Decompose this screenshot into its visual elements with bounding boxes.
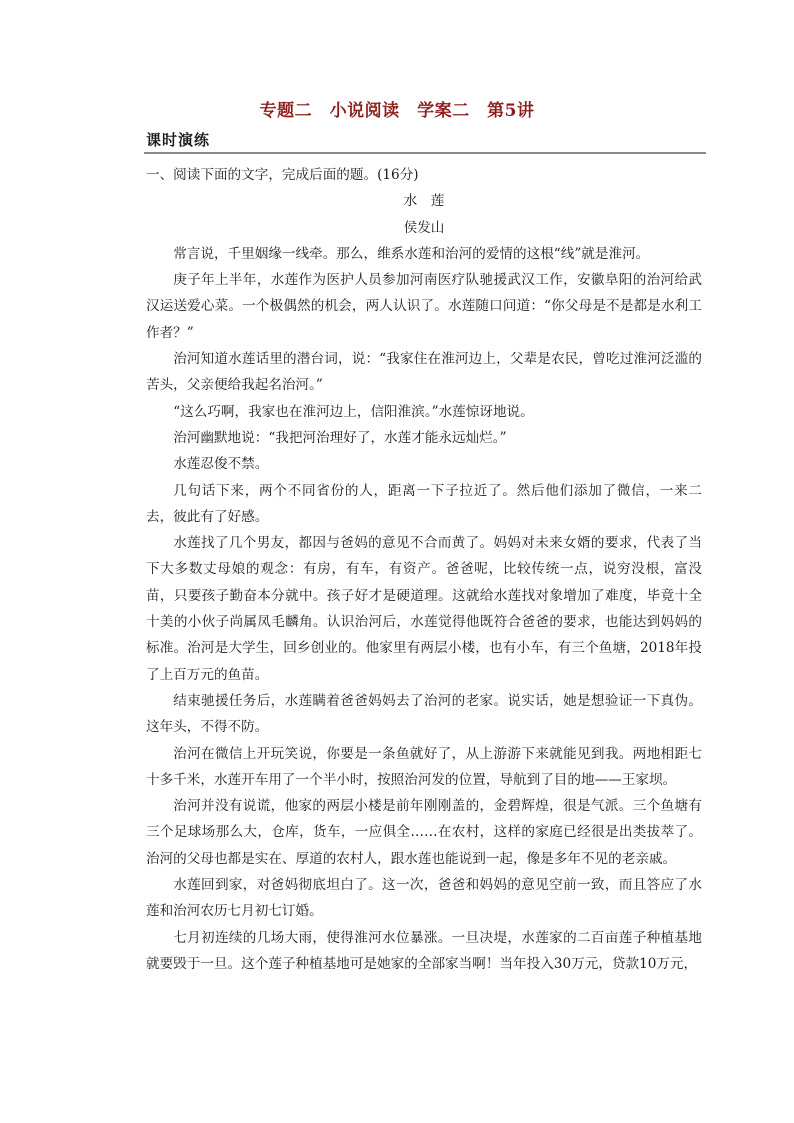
story-paragraph: 庚子年上半年，水莲作为医护人员参加河南医疗队驰援武汉工作，安徽阜阳的治河给武汉运送爱心菜。一个极偶然的机会，两人认识了。水莲随口问道：“你父母是不是都是水利工作者？” (146, 272, 702, 341)
question-instruction: 一、阅读下面的文字，完成后面的题。(16分) (146, 167, 419, 183)
story-title: 水 莲 (403, 193, 445, 210)
story-paragraph: 治河幽默地说：“我把河治理好了，水莲才能永远灿烂。” (173, 429, 507, 446)
story-paragraph: 几句话下来，两个不同省份的人，距离一下子拉近了。然后他们添加了微信，一来二去，彼此有了好感。 (146, 482, 702, 525)
header-divider (144, 152, 706, 154)
story-paragraph: 治河并没有说谎，他家的两层小楼是前年刚刚盖的，金碧辉煌，很是气派。三个鱼塘有三个足球场那么大，仓库，货车，一应俱全……在农村，这样的家庭已经很是出类拔萃了。治河的父母也都是实在、厚道的农村人，跟水莲也能说到一起，像是多年不见的老亲戚。 (146, 798, 702, 867)
story-paragraph: 治河知道水莲话里的潜台词，说：“我家住在淮河边上，父辈是农民，曾吃过淮河泛滥的苦头，父亲便给我起名治河。” (146, 351, 702, 394)
section-label: 课时演练 (146, 131, 211, 149)
story-paragraph: 水莲忍俊不禁。 (173, 456, 269, 473)
story-author: 侯发山 (403, 219, 445, 236)
document-body (146, 162, 702, 977)
story-paragraph: 结束驰援任务后，水莲瞒着爸爸妈妈去了治河的老家。说实话，她是想验证一下真伪。这年头，不得不防。 (146, 692, 702, 736)
story-paragraph: 七月初连续的几场大雨，使得淮河水位暴涨。一旦决堤，水莲家的二百亩莲子种植基地就要毁于一旦。这个莲子种植基地可是她家的全部家当啊！当年投入30万元，贷款10万元， (146, 929, 702, 972)
page-title: 专题二 小说阅读 学案二 第5讲 (259, 101, 535, 121)
story-paragraph: 常言说，千里姻缘一线牵。那么，维系水莲和治河的爱情的这根“线”就是淮河。 (173, 245, 650, 262)
story-paragraph: 水莲回到家，对爸妈彻底坦白了。这一次，爸爸和妈妈的意见空前一致，而且答应了水莲和治河农历七月初七订婚。 (146, 877, 702, 920)
story-paragraph: 治河在微信上开玩笑说，你要是一条鱼就好了，从上游游下来就能见到我。两地相距七十多千米，水莲开车用了一个半小时，按照治河发的位置，导航到了目的地——王家坝。 (146, 745, 702, 788)
story-paragraph: “这么巧啊，我家也在淮河边上，信阳淮滨。”水莲惊讶地说。 (173, 403, 534, 420)
story-paragraph: 水莲找了几个男友，都因与爸妈的意见不合而黄了。妈妈对未来女婿的要求，代表了当下大多数丈母娘的观念：有房，有车，有资产。爸爸呢，比较传统一点，说穷没根，富没苗，只要孩子勤奋本分就中。孩子好才是硬道理。这就给水莲找对象增加了难度，毕竟十全十美的小伙子尚属凤毛麟角。认识治河后，水莲觉得他既符合爸爸的要求，也能达到妈妈的标准。治河是大学生，回乡创业的。他家里有两层小楼，也有小车，有三个鱼塘，2018年投了上百万元的鱼苗。 (146, 535, 702, 683)
